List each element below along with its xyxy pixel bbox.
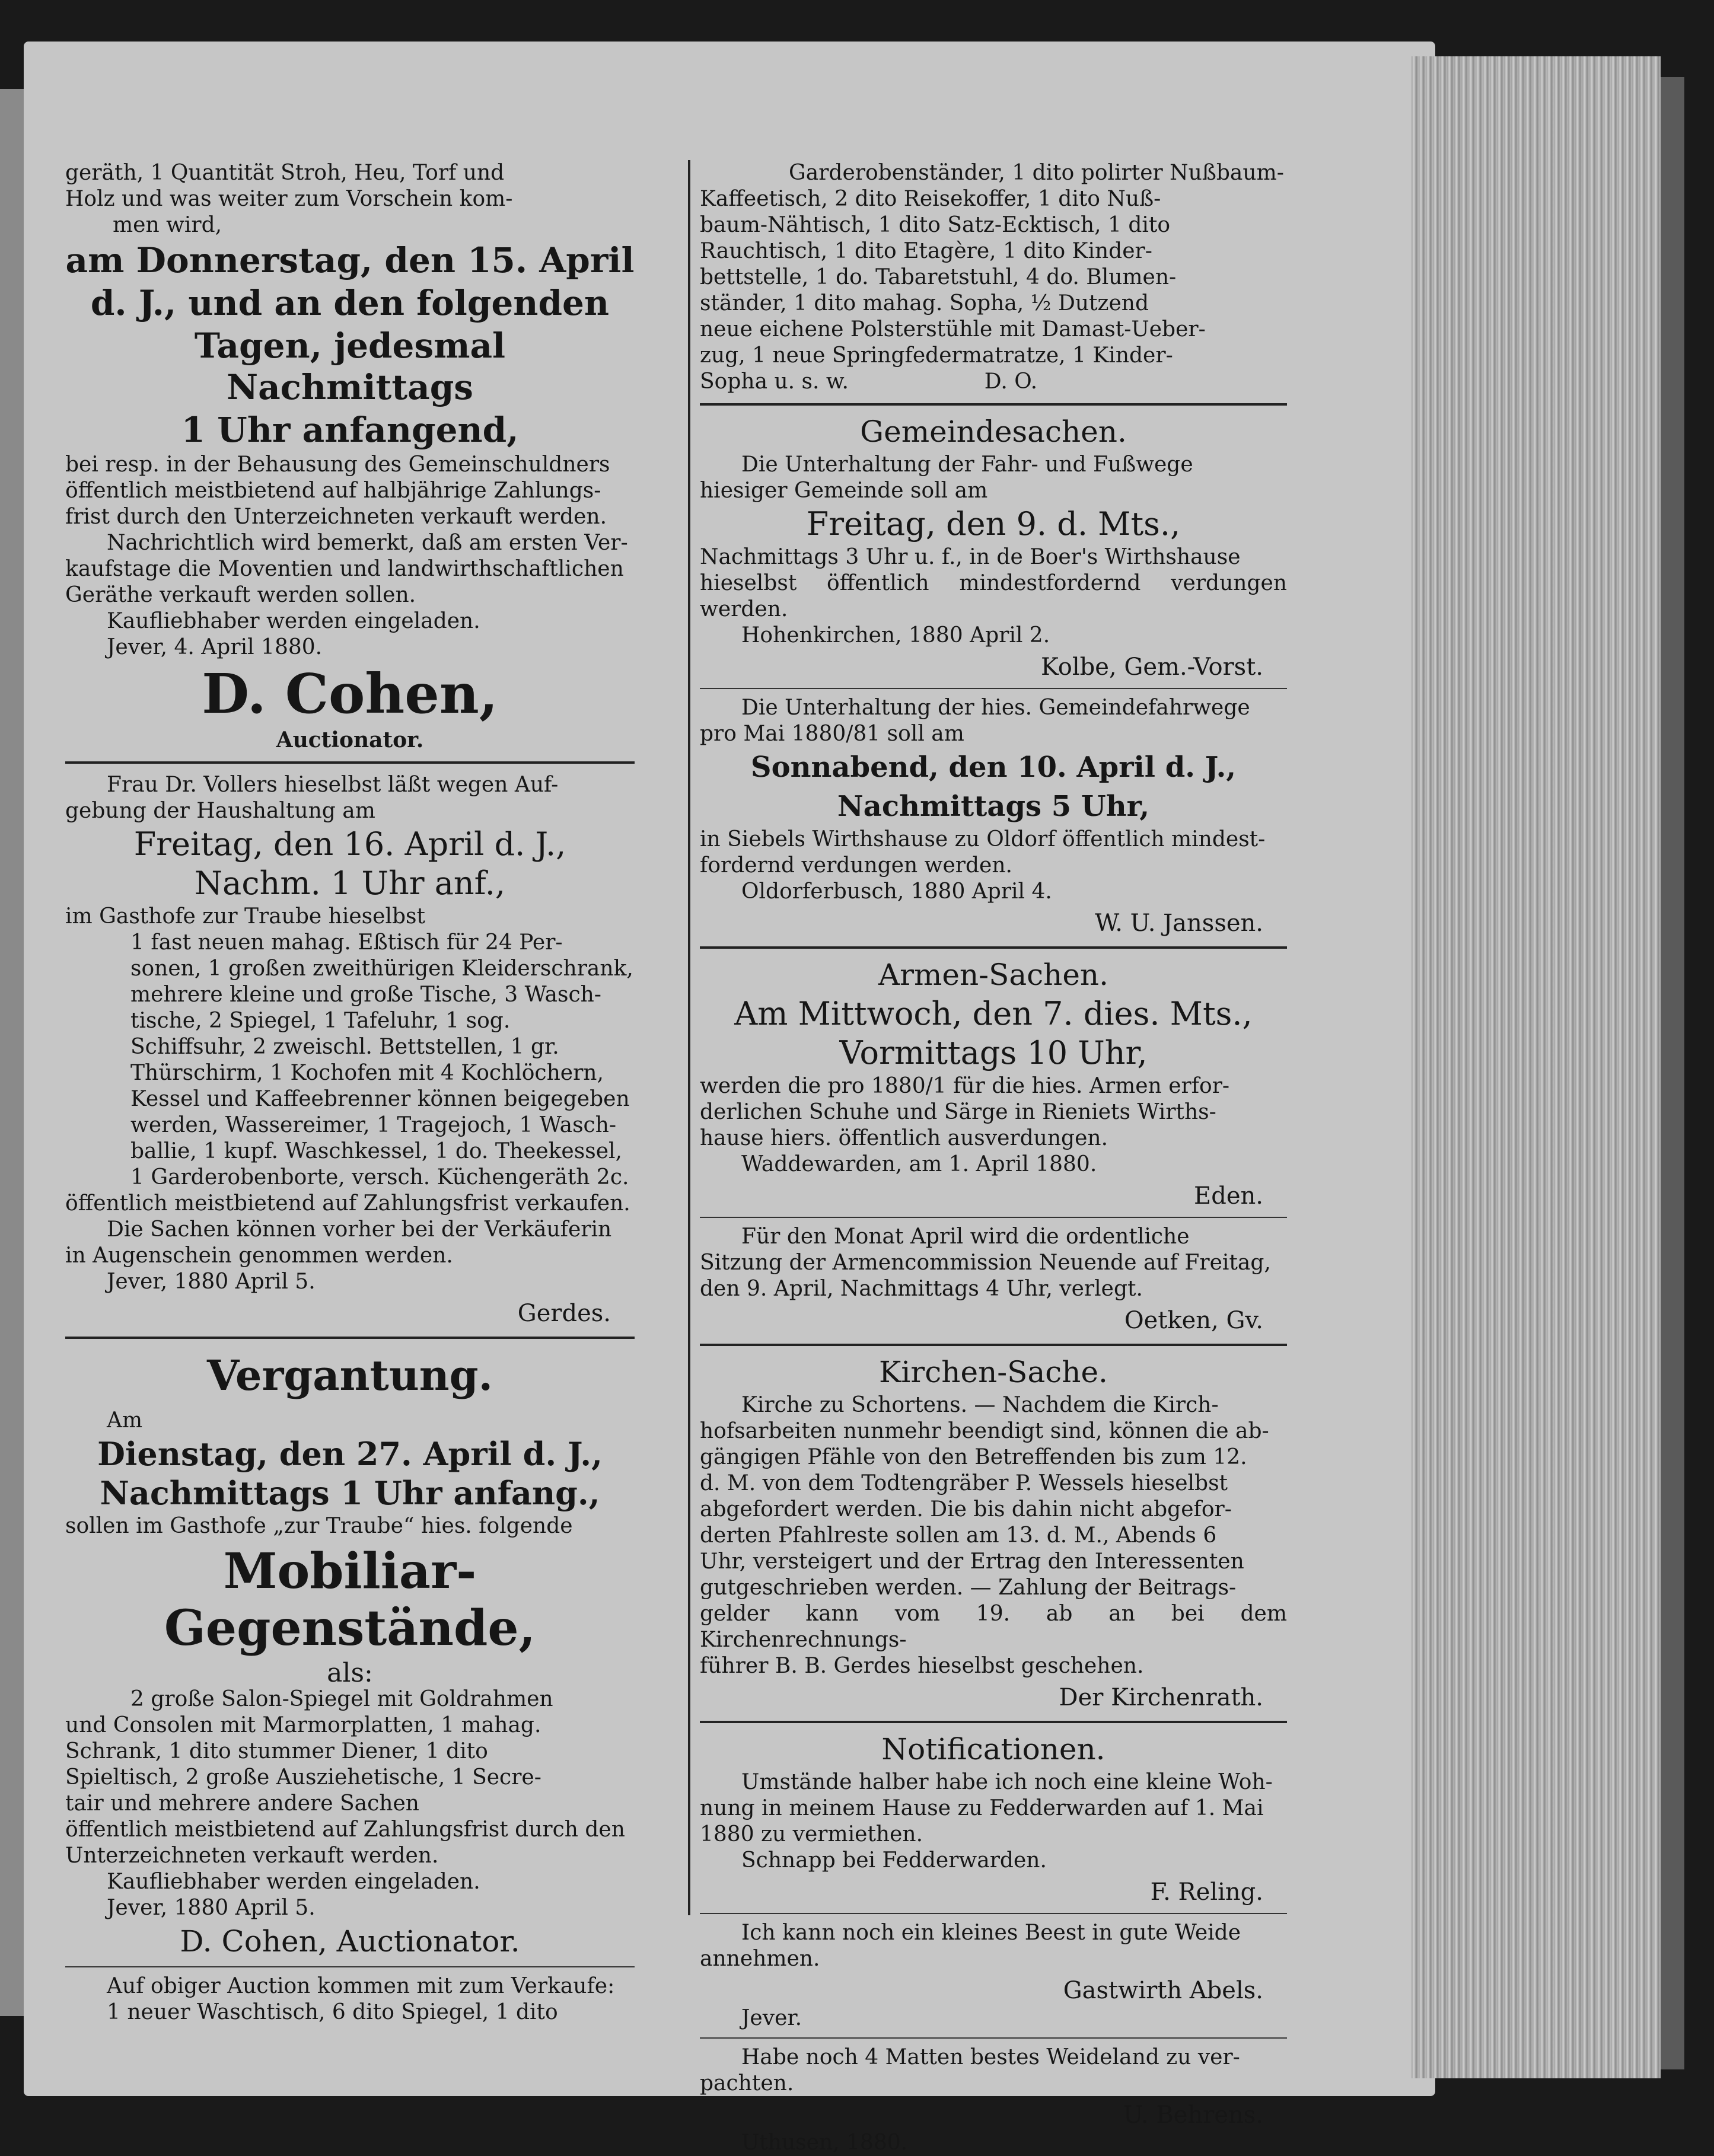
text-line: fordernd verdungen werden. — [700, 853, 1012, 878]
auction-date-line: Tagen, jedesmal Nachmittags — [194, 326, 506, 407]
text-line: derten Pfahlreste sollen am 13. d. M., Abends 6 — [700, 1523, 1217, 1548]
auction-date-line: Nachmittags 1 Uhr anfang., — [100, 1474, 600, 1512]
text-line: werden die pro 1880/1 für die hies. Armen erfor- — [700, 1074, 1230, 1098]
text-line: Ich kann noch ein kleines Beest in gute Weide — [741, 1921, 1241, 1945]
divider — [700, 2037, 1287, 2039]
text-line: Frau Dr. Vollers hieselbst läßt wegen Auf- — [107, 773, 559, 797]
text-line: Die Unterhaltung der hies. Gemeindefahrwege — [741, 696, 1250, 720]
text-line: in Augenschein genommen werden. — [65, 1243, 453, 1268]
text-line: sollen im Gasthofe „zur Traube“ hies. folgende — [65, 1514, 573, 1538]
text-line: Nachmittags 3 Uhr u. f., in de Boer's Wirthshause — [700, 545, 1241, 569]
signature: Oetken, Gv. — [1124, 1307, 1263, 1334]
invite-line: Kaufliebhaber werden eingeladen. — [107, 1870, 480, 1894]
divider — [700, 1217, 1287, 1218]
divider — [700, 688, 1287, 689]
text-line: im Gasthofe zur Traube hieselbst — [65, 904, 425, 929]
list-item: ständer, 1 dito mahag. Sopha, ½ Dutzend — [700, 291, 1149, 315]
text-line: den 9. April, Nachmittags 4 Uhr, verlegt. — [700, 1277, 1143, 1301]
section-heading: Gemeindesachen. — [860, 414, 1127, 449]
text-line: men wird, — [113, 213, 222, 237]
auctioneer-title: Auctionator. — [276, 728, 424, 752]
divider — [65, 1966, 635, 1967]
list-item: bettstelle, 1 do. Tabaretstuhl, 4 do. Blumen- — [700, 265, 1177, 289]
section-rule — [700, 946, 1287, 949]
list-item: tair und mehrere andere Sachen — [65, 1791, 419, 1816]
section-rule — [65, 1337, 635, 1339]
date-line: Nachmittags 5 Uhr, — [837, 790, 1150, 823]
signature: W. U. Janssen. — [1095, 910, 1263, 937]
book-page-edges — [1412, 56, 1661, 2078]
divider — [700, 1913, 1287, 1914]
signature: U. Behrens. — [1123, 2101, 1263, 2129]
text-line: Für den Monat April wird die ordentliche — [741, 1224, 1190, 1249]
notification-1 — [700, 1769, 1287, 1907]
list-item: 1 fast neuen mahag. Eßtisch für 24 Per- — [130, 930, 563, 955]
section-heading: Kirchen-Sache. — [879, 1355, 1108, 1389]
text-line: Kirche zu Schortens. — Nachdem die Kirch- — [741, 1393, 1219, 1417]
auction-date-line: Nachm. 1 Uhr anf., — [194, 865, 506, 902]
text-line: Sitzung der Armencommission Neuende auf Freitag, — [700, 1251, 1271, 1275]
signature: Der Kirchenrath. — [1059, 1684, 1263, 1711]
list-item: ballie, 1 kupf. Waschkessel, 1 do. Theekessel, — [130, 1139, 622, 1163]
list-item: Garderobenständer, 1 dito polirter Nußbaum- — [789, 161, 1284, 185]
text-line: öffentlich meistbietend auf halbjährige Zahlungs- — [65, 479, 601, 503]
place-date: Jever, 1880 April 5. — [107, 1270, 316, 1294]
date-line: Am Mittwoch, den 7. dies. Mts., — [734, 995, 1253, 1032]
text-line: gelder kann vom 19. ab an bei dem Kirchenrechnungs- — [700, 1602, 1287, 1652]
text-line: Umstände halber habe ich noch eine kleine Woh- — [741, 1770, 1273, 1794]
signature: Eden. — [1194, 1182, 1263, 1210]
text-line: 1 neuer Waschtisch, 6 dito Spiegel, 1 dito — [107, 2000, 558, 2024]
list-item: 2 große Salon-Spiegel mit Goldrahmen — [130, 1687, 553, 1711]
text-line: Schnapp bei Fedderwarden. — [741, 1848, 1047, 1873]
text-line: 1880 zu vermiethen. — [700, 1822, 923, 1846]
column-divider — [688, 160, 690, 1915]
auction-notice-2 — [65, 772, 635, 1328]
text-line: Auf obiger Auction kommen mit zum Verkaufe: — [107, 1974, 615, 1998]
signature: D. Cohen, Auctionator. — [180, 1924, 520, 1959]
list-item: zug, 1 neue Springfedermatratze, 1 Kinder- — [700, 343, 1173, 368]
poor-relief-notice-1 — [700, 995, 1287, 1211]
text-line: derlichen Schuhe und Särge in Rieniets Wirths- — [700, 1100, 1216, 1124]
text-line: bei resp. in der Behausung des Gemeinschuldners — [65, 452, 610, 477]
section-heading: Armen-Sachen. — [878, 958, 1109, 992]
left-column — [65, 160, 635, 2026]
item-list — [65, 1686, 635, 1712]
auction-notice-1 — [65, 160, 635, 753]
text-line: hieselbst öffentlich mindestfordernd verdungen werden. — [700, 571, 1287, 621]
list-item: Spieltisch, 2 große Ausziehetische, 1 Secre- — [65, 1765, 541, 1790]
text-line: nung in meinem Hause zu Fedderwarden auf 1. Mai — [700, 1796, 1264, 1820]
list-item: baum-Nähtisch, 1 dito Satz-Ecktisch, 1 dito — [700, 213, 1171, 237]
text-line: Am — [107, 1408, 143, 1433]
notification-2 — [700, 1920, 1287, 2031]
auction-notice-3 — [65, 1347, 635, 2026]
poor-relief-notice-2 — [700, 1224, 1287, 1335]
text-line: hause hiers. öffentlich ausverdungen. — [700, 1126, 1108, 1150]
place-date: Jever. — [741, 2006, 802, 2030]
text-line: führer B. B. Gerdes hieselbst geschehen. — [700, 1654, 1144, 1678]
text-line: Uhr, versteigert und der Ertrag den Interessenten — [700, 1549, 1244, 1574]
list-item: tische, 2 Spiegel, 1 Tafeluhr, 1 sog. — [130, 1009, 511, 1033]
section-heading: Notificationen. — [881, 1732, 1106, 1766]
section-heading: Vergantung. — [207, 1351, 493, 1400]
text-line: hiesiger Gemeinde soll am — [700, 479, 988, 503]
continued-item-list — [700, 160, 1287, 395]
list-item: werden, Wassereimer, 1 Tragejoch, 1 Wasch- — [130, 1113, 617, 1137]
section-rule — [65, 761, 635, 764]
community-notice-1 — [700, 452, 1287, 682]
text-line: in Siebels Wirthshause zu Oldorf öffentlich mindest- — [700, 827, 1266, 851]
list-item: Kaffeetisch, 2 dito Reisekoffer, 1 dito Nuß- — [700, 187, 1161, 211]
right-column — [700, 160, 1287, 2156]
auction-date-line: Dienstag, den 27. April d. J., — [97, 1435, 603, 1473]
list-item: Thürschirm, 1 Kochofen mit 4 Kochlöchern, — [130, 1061, 604, 1085]
place-date: Uthusen, 1880. — [741, 2131, 908, 2155]
text-line: Holz und was weiter zum Vorschein kom- — [65, 187, 513, 211]
section-rule — [700, 1344, 1287, 1346]
list-item: Rauchtisch, 1 dito Etagère, 1 dito Kinder- — [700, 239, 1152, 263]
text-line: gebung der Haushaltung am — [65, 799, 375, 823]
text-line: als: — [327, 1658, 373, 1688]
place-date: Oldorferbusch, 1880 April 4. — [741, 879, 1052, 904]
signature: Kolbe, Gem.-Vorst. — [1041, 653, 1263, 681]
place-date: Waddewarden, am 1. April 1880. — [741, 1152, 1097, 1176]
text-line: gutgeschrieben werden. — Zahlung der Beitrags- — [700, 1575, 1237, 1600]
text-line: öffentlich meistbietend auf Zahlungsfrist verkaufen. — [65, 1191, 630, 1216]
list-item: Schiffsuhr, 2 zweischl. Bettstellen, 1 gr. — [130, 1035, 559, 1059]
text-line: Nachrichtlich wird bemerkt, daß am ersten Ver- — [107, 531, 628, 555]
text-line: kaufstage die Moventien und landwirthschaftlichen — [65, 557, 624, 581]
date-line: Sonnabend, den 10. April d. J., — [750, 751, 1237, 784]
date-line: Vormittags 10 Uhr, — [839, 1034, 1148, 1071]
headline-mobiliar: Mobiliar-Gegenstände, — [164, 1543, 536, 1657]
list-item: mehrere kleine und große Tische, 3 Wasch- — [130, 983, 601, 1007]
list-item: und Consolen mit Marmorplatten, 1 mahag. — [65, 1713, 541, 1737]
signature: F. Reling. — [1150, 1878, 1263, 1906]
list-item: Schrank, 1 dito stummer Diener, 1 dito — [65, 1739, 488, 1763]
section-rule — [700, 403, 1287, 406]
text-line: frist durch den Unterzeichneten verkauft werden. — [65, 505, 607, 529]
place-date: Jever, 1880 April 5. — [107, 1896, 316, 1920]
text-line: annehmen. — [700, 1947, 820, 1971]
text-line: geräth, 1 Quantität Stroh, Heu, Torf und — [65, 161, 505, 185]
auction-date-line: Freitag, den 16. April d. J., — [133, 825, 566, 863]
list-item: neue eichene Polsterstühle mit Damast-Ueber- — [700, 317, 1206, 342]
place-date: Hohenkirchen, 1880 April 2. — [741, 623, 1050, 648]
list-item: 1 Garderobenborte, versch. Küchengeräth 2c. — [130, 1165, 629, 1189]
text-line: Die Unterhaltung der Fahr- und Fußwege — [741, 452, 1193, 477]
text-line: d. M. von dem Todtengräber P. Wessels hieselbst — [700, 1471, 1228, 1495]
list-item: sonen, 1 großen zweithürigen Kleiderschrank, — [130, 956, 633, 981]
auction-date-line: am Donnerstag, den 15. April — [65, 240, 635, 280]
auctioneer-name: D. Cohen, — [202, 662, 498, 726]
date-line: Freitag, den 9. d. Mts., — [806, 505, 1181, 543]
text-line: pro Mai 1880/81 soll am — [700, 722, 964, 746]
text-line: Die Sachen können vorher bei der Verkäuferin — [107, 1217, 612, 1242]
book-cover — [1661, 77, 1684, 2069]
place-date: Jever, 4. April 1880. — [107, 635, 323, 659]
text-line: Habe noch 4 Matten bestes Weideland zu ver- — [741, 2045, 1240, 2069]
signature: Gerdes. — [517, 1300, 611, 1327]
invite-line: Kaufliebhaber werden eingeladen. — [107, 609, 480, 633]
text-line: hofsarbeiten nunmehr beendigt sind, können die ab- — [700, 1419, 1269, 1443]
auction-date-line: 1 Uhr anfangend, — [181, 410, 519, 450]
church-notice — [700, 1392, 1287, 1712]
list-item: Kessel und Kaffeebrenner können beigegeben — [130, 1087, 630, 1111]
item-list — [65, 930, 635, 1191]
notification-3 — [700, 2045, 1287, 2156]
list-item: Sopha u. s. w. D. O. — [700, 369, 1038, 394]
text-line: abgefordert werden. Die bis dahin nicht abgefor- — [700, 1497, 1232, 1522]
text-line: Geräthe verkauft werden sollen. — [65, 583, 416, 607]
text-line: öffentlich meistbietend auf Zahlungsfrist durch den — [65, 1817, 625, 1842]
text-line: pachten. — [700, 2071, 794, 2096]
signature: Gastwirth Abels. — [1063, 1977, 1263, 2004]
text-line: gängigen Pfähle von den Betreffenden bis zum 12. — [700, 1445, 1247, 1469]
text-line: Unterzeichneten verkauft werden. — [65, 1844, 439, 1868]
section-rule — [700, 1721, 1287, 1723]
auction-date-line: d. J., und an den folgenden — [90, 283, 610, 323]
community-notice-2 — [700, 695, 1287, 938]
